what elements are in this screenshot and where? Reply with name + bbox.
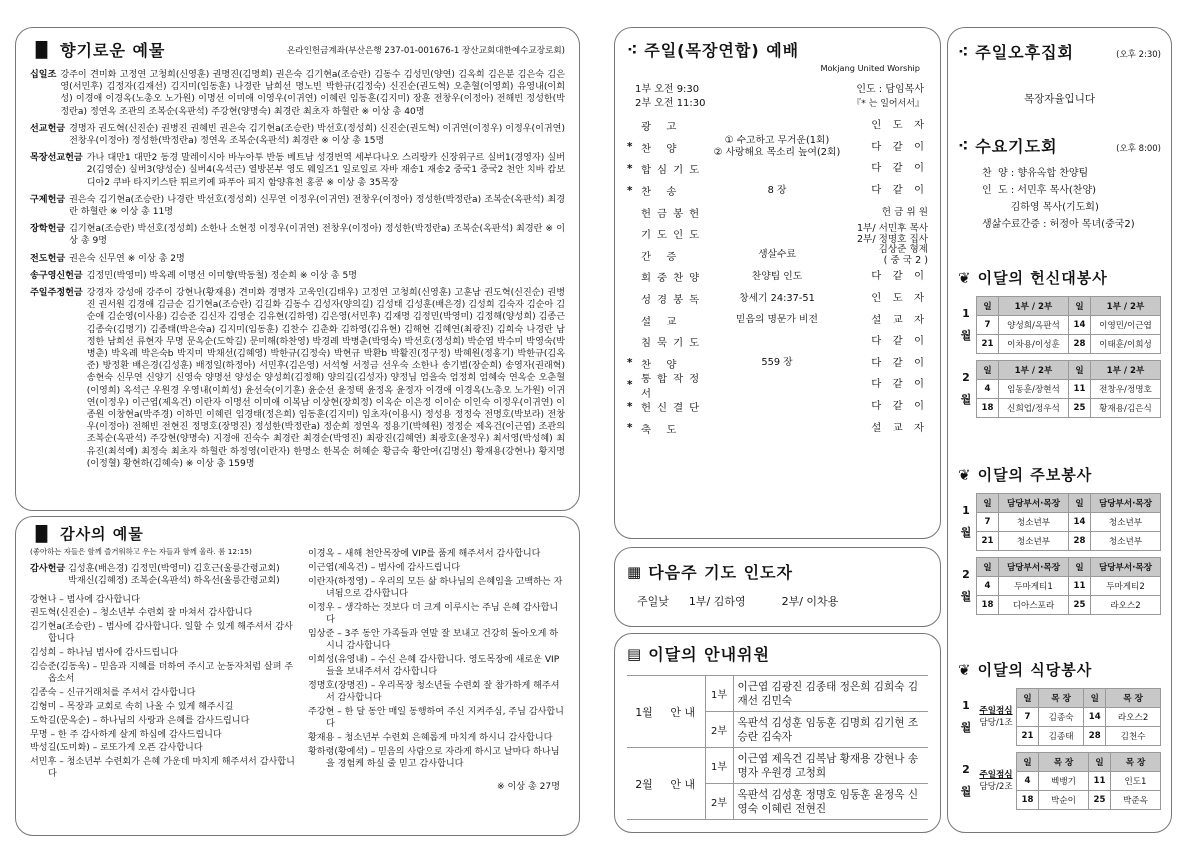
worship-leader: 인도 : 담임목사 xyxy=(856,84,924,95)
bulletin-header-cell: 일 xyxy=(1069,558,1091,577)
usher-names: 옥판석 김성훈 임동훈 김명희 김기현 조승란 김숙자 xyxy=(733,712,928,748)
devotion-header-cell: 1부 / 2부 xyxy=(999,361,1069,380)
bulletin-header-cell: 담당부서·목장 xyxy=(999,558,1069,577)
worship-order xyxy=(627,115,928,439)
dots-icon: ⁖ xyxy=(958,136,969,155)
offering-label: 선교헌금 xyxy=(30,123,66,134)
online-account: 온라인헌금계좌(부산은행 237-01-001676-1 장산교회대한예수교장로회) xyxy=(286,45,565,56)
bulletin-row xyxy=(977,532,1161,551)
worship-item xyxy=(627,417,928,439)
devotion-cell: 임동훈/장현석 xyxy=(999,380,1069,399)
devotion-cell: 신희업/정우석 xyxy=(999,399,1069,418)
dining-team-sub: 담당/1조 xyxy=(979,718,1013,728)
devotion-cell: 28 xyxy=(1069,335,1091,354)
worship-item-content: 생살수료 xyxy=(758,249,796,261)
dining-header-cell: 목 장 xyxy=(1111,753,1161,772)
devotion-header-cell: 일 xyxy=(977,297,999,316)
dining-header-cell: 일 xyxy=(1017,753,1039,772)
usher-part: 2부 xyxy=(705,712,733,748)
dots-icon: ⁖ xyxy=(958,42,969,61)
thanks-total: ※ 이상 총 27명 xyxy=(496,781,560,792)
thanks-panel xyxy=(15,516,580,836)
dining-cell: 14 xyxy=(1084,708,1106,727)
bulletin-header-cell: 일 xyxy=(1069,494,1091,513)
dining-header-cell: 일 xyxy=(1089,753,1111,772)
dining-header-row xyxy=(1017,689,1161,708)
devotion-cell: 이영민/이근엽 xyxy=(1091,316,1161,335)
worship-item-content: ① 수고하고 무거운(1회) ② 사랑해요 목소리 높여(2회) xyxy=(713,135,841,159)
worship-item-name: 합심기도 xyxy=(641,164,706,177)
worship-item xyxy=(627,266,928,288)
dining-team-sub: 담당/2조 xyxy=(979,782,1013,792)
devotion-header-row xyxy=(977,361,1161,380)
bulletin-row xyxy=(977,596,1161,615)
worship-panel xyxy=(614,27,941,539)
offerings-title: ▐▌ 향기로운 예물 xyxy=(30,40,166,60)
dining-cell: 김종숙 xyxy=(1039,708,1084,727)
thanks-title: ▐▌ 감사의 예물 xyxy=(30,524,144,543)
worship-time-2: 2부 오전 11:30 xyxy=(635,98,706,109)
bulletin-header-cell: 담당부서·목장 xyxy=(1091,558,1161,577)
devotion-cell: 이태훈/이희성 xyxy=(1091,335,1161,354)
worship-item-person: 김상준 형제 ( 중 국 2 ) xyxy=(878,244,928,267)
thanks-item: 김종숙 – 신규거래처를 주셔서 감사합니다 xyxy=(30,688,196,699)
dining-table xyxy=(1016,752,1161,810)
bulletin-table xyxy=(976,493,1161,551)
dining-cell: 라오스2 xyxy=(1106,708,1161,727)
wednesday-line: 찬 양 : 향유옥합 찬양팀 xyxy=(982,168,1089,179)
worship-item-name: 광 고 xyxy=(641,121,683,134)
bulletin-month-label: 2월 xyxy=(960,568,972,603)
worship-item-name: 설 교 xyxy=(641,315,683,328)
bulletin-month-label: 1월 xyxy=(960,504,972,539)
offering-row xyxy=(30,270,565,282)
checker-icon: ▦ xyxy=(627,562,642,581)
bulletin-row xyxy=(977,513,1161,532)
thanks-item: 김기현a(조승란) – 범사에 감사합니다. 일할 수 있게 해주셔서 감사합니다 xyxy=(30,622,293,645)
thanks-item: 김성희 – 하나님 범사에 감사드립니다 xyxy=(30,648,178,659)
worship-item xyxy=(627,331,928,353)
afternoon-title: ⁖ 주일오후집회 xyxy=(958,42,1075,62)
usher-names: 이근엽 제옥건 김복남 황재용 강현나 송명자 우원경 고청희 xyxy=(733,748,928,784)
thanks-item: 무명 – 한 주 감사하게 살게 하심에 감사드립니다 xyxy=(30,729,222,740)
thanks-item: 황재용 – 청소년부 수련회 은혜롭게 마치게 하시니 감사합니다 xyxy=(308,733,553,744)
offering-label: 전도헌금 xyxy=(30,253,66,264)
thanks-item: 이정우 – 생각하는 것보다 더 크게 이루시는 주님 은혜 감사합니다 xyxy=(308,602,559,625)
bulletin-cell: 디아스포라 xyxy=(999,596,1069,615)
stand-marker: * xyxy=(627,184,633,197)
offering-names: 강주이 견미화 고정연 고청희(신영훈) 권명진(김명희) 권은숙 김기현a(조승란) 김동수 김성민(양연) 김옥희 김은분 김은숙 김은영(서민후) 김정자(김재선) 김지미(임동훈) 나경란 남희선 명노빈 박한규(김정숙) 신진순(권도혁) 오춘혈(이영희) 유영내(이희성) 이경애 이경옥(노총오 노가원) 이명선 이미애 이영우(이귀연) 이혜린 임동훈(김지미) 장훈 전창우(이정아) 전해빈 정성한(박정란a) 정연옥 조관의 조복순(옥판석) 주강현(양명숙) 최경란 최초자 하혈란 ※ 이상 총 40명 xyxy=(60,70,565,117)
dining-month-label: 1월 xyxy=(960,699,972,734)
next-prayer-part2: 2부/ 이차용 xyxy=(781,595,839,608)
dining-header-cell: 목 장 xyxy=(1106,689,1161,708)
thanks-item: 황하령(황예석) – 믿음의 사람으로 자라게 하시고 날마다 하나님을 경험케 하실 줄 믿고 감사합니다 xyxy=(308,746,560,770)
book-icon: ▤ xyxy=(627,644,642,663)
worship-item-name: 기도인도 xyxy=(641,229,706,242)
offering-names: 김기현a(조승란) 박선호(정성희) 소한나 소현정 이정우(이귀연) 전창우(이정아) 정성한(박정란a) 조복순(옥판석) 최경란 ※ 이상 총 9명 xyxy=(69,224,565,247)
devotion-cell: 18 xyxy=(977,399,999,418)
usher-role: 안 내 xyxy=(661,748,705,820)
stand-marker: * xyxy=(627,400,633,413)
dining-cell: 박준옥 xyxy=(1111,791,1161,810)
thanks-header-line: 김성훈(배은경) 김정민(박영미) 김호근(울릉간령교회) xyxy=(68,564,280,574)
worship-item-person: 1부/ 서민후 목사 2부/ 정명호 집사 xyxy=(856,222,928,245)
thanks-item: 이희성(유영내) – 수신 은혜 감사합니다. 영도목장에 새로운 VIP들을 보내주셔서 감사합니다 xyxy=(308,654,560,678)
bulletin-month-block xyxy=(958,557,1161,615)
worship-time-1: 1부 오전 9:30 xyxy=(635,84,700,95)
thanks-item: 도학길(문옥순) – 하나님의 사랑과 은혜를 감사드립니다 xyxy=(30,715,250,726)
usher-part: 1부 xyxy=(705,676,733,712)
dots-icon: ⁖ xyxy=(627,40,638,59)
worship-item xyxy=(627,180,928,202)
offering-row xyxy=(30,152,565,189)
dining-row xyxy=(1017,791,1161,810)
devotion-header-cell: 1부 / 2부 xyxy=(999,297,1069,316)
usher-row xyxy=(627,748,928,784)
thanks-item: 정명호(장명진) – 우리목장 청소년들 수련회 잘 참가하게 해주셔서 감사합니다 xyxy=(308,680,560,704)
offering-row xyxy=(30,287,565,470)
thanks-left-list xyxy=(30,594,298,781)
worship-item-person: 인 도 자 xyxy=(871,292,928,305)
devotion-table xyxy=(976,360,1161,418)
wednesday-line: 인 도 : 서민후 목사(찬양) xyxy=(982,185,1097,196)
dining-row xyxy=(1017,772,1161,791)
bulletin-header-row xyxy=(977,558,1161,577)
thanks-item: 김형미 – 목장과 교회로 속히 나올 수 있게 해주시길 xyxy=(30,701,234,712)
offering-names: 강경자 강성애 강주이 강현나(황재용) 견미화 경명자 고욱인(김태우) 고정연 고청희(신영훈) 고훈남 권도혁(신진순) 권병진 권서원 김경애 김금순 김기현a(조승란) 김길화 김동수 김성자(양의길) 김성태 김성훈(배은경) 김성희 김숙자 김순아 김순애 김순영(이사용) 김승준 김신자 김영순 김유현(김하영) 김은영(서민후) 김재명 김정민(박영미) 김정해(양성희) 김종근 김종숙(김명기) 김종태(박은숙a) 김지미(임동훈) 김찬수 김춘화 김하영(김유현) 김해현 김혜연(최광진) 김희숙 나경란 남정한 남희선 류현자 무명 문옥순(도학길) 문미해(하찬영) 박경례 박병춘(박영숙) 박선호(정성희) 박순엽 박수미 박영숙(박병춘) 박옥례 박은숙b 박지미 박채선(김혜영) 박한규(김정숙) 박현규 박환b 박활진(정구정) 박혜원(정홍기) 박한규(김옥준) 방정환 배은경(김성훈) 배정일(하정아) 서민후(김은영) 서석형 서정금 선우숙 소한나 송기범(장순희) 송영자(권래혁) 송현숙 신무연 신양기 신영숙 양명선 양성순 양성희(김정해) 양의길(김성자) 양정님 엄을숙 엄정희 엄혜숙 연옥순 오춘혈(이영희) 옥석근 우원경 우영내(이희성) 윤선숙(이기훈) 윤순선 윤정택 윤정옥 윤정자 이경애 이경옥(노총오 노가원) 이귀연(이정우) 이근엽(제옥건) 이란자 이명선 이미애 이복남 이상현(장희정) 이옥순 이은정 이이순 이인숙 이정우(이귀연) 이종원 이창현a(박주경) 이하민 이혜린 임경태(정은희) 임동훈(김지미) 임초자(이용시) 정성용 정정숙 전명호(박보라) 전창우(이정아) 전해빈 전현진 정명호(장명진) 정성한(박정란a) 정순희 정연옥 정용기(박혜원) 정정순 제옥건(이근엽) 조관의 조복순(옥판석) 주강현(양명숙) 지경애 진숙수 최경란 최경순(박영진) 최광진(김혜연) 최광호(윤정우) 최서영(박성혜) 최유진(최석예) 최정숙 최초자 하혈란 하정영(이란자) 한명소 한복순 허혜순 황금숙 황안여(김명신) 황재용(강현나) 황지명(이정혈) 황현하(김혜숙) ※ 이상 총 159명 xyxy=(86,288,565,469)
worship-item-name: 성경봉독 xyxy=(641,294,706,307)
thanks-left-column xyxy=(30,546,298,792)
worship-item-person: 설 교 자 xyxy=(871,313,928,326)
thanks-item: 서민후 – 청소년부 수련회가 은혜 가운데 마치게 해주셔서 감사합니다 xyxy=(30,757,295,780)
devotion-month-block xyxy=(958,296,1161,354)
devotion-schedule xyxy=(958,296,1161,418)
offering-row xyxy=(30,123,565,147)
worship-item-content: 8 장 xyxy=(767,184,787,196)
offering-names: 가나 대만1 대만2 동경 말레이시아 바누아투 반동 베트남 성경번역 세부다나오 스리랑카 신장위구르 실버1(경영자) 실버2(김영순) 실버3(양성순) 실버4(옥석근) 열방본부 영도 웨일즈1 일로일로 자바 재송1 재송2 중국1 중국2 천안 치바 캄보디아2 쿠바 타지키스탄 튀르키예 파푸아 피지 함양휴천 홍콩 ※ 이상 총 35목장 xyxy=(86,153,565,188)
worship-item-name: 침묵기도 xyxy=(641,337,706,350)
worship-item xyxy=(627,288,928,310)
next-prayer-part1: 1부/ 김하영 xyxy=(688,595,746,608)
dining-cell: 11 xyxy=(1089,772,1111,791)
wednesday-details xyxy=(958,165,1161,233)
dining-header-row xyxy=(1017,753,1161,772)
dining-row xyxy=(1017,727,1161,746)
worship-item-content: 559 장 xyxy=(761,357,793,369)
dining-cell: 김천수 xyxy=(1106,727,1161,746)
devotion-cell: 11 xyxy=(1069,380,1091,399)
devotion-table xyxy=(976,296,1161,354)
worship-item-person: 설 교 자 xyxy=(871,421,928,434)
dining-cell: 벡뱅기 xyxy=(1039,772,1089,791)
devotion-header-cell: 일 xyxy=(1069,297,1091,316)
thanks-item: 이경옥 – 새해 천안목장에 VIP를 품게 해주셔서 감사합니다 xyxy=(308,549,541,559)
thanks-item: 이근엽(제옥건) – 범사에 감사드립니다 xyxy=(308,562,461,573)
worship-item-person: 헌 금 위 원 xyxy=(881,206,928,218)
devotion-header-cell: 1부 / 2부 xyxy=(1091,361,1161,380)
bulletin-cell: 14 xyxy=(1069,513,1091,532)
worship-item xyxy=(627,201,928,223)
heart-icon: ❦ xyxy=(958,465,971,484)
dining-cell: 21 xyxy=(1017,727,1039,746)
usher-month: 2월 xyxy=(627,748,661,820)
bulletin-header-cell: 일 xyxy=(977,558,999,577)
stand-marker: * xyxy=(627,141,633,154)
worship-item-name: 축 도 xyxy=(641,423,683,436)
bulletin-cell: 라오스2 xyxy=(1091,596,1161,615)
worship-item-person: 다 같 이 xyxy=(871,184,928,197)
dining-team xyxy=(976,769,1016,793)
worship-item-name: 회중찬양 xyxy=(641,272,706,285)
worship-item-name: 찬 송 xyxy=(641,186,683,199)
next-prayer-label: 주일낮 xyxy=(637,595,669,608)
ushers-panel xyxy=(614,633,941,833)
ushers-title: ▤ 이달의 안내위원 xyxy=(627,644,770,664)
offering-label: 목장선교헌금 xyxy=(30,153,83,164)
offering-label: 구제헌금 xyxy=(30,194,66,205)
dining-cell: 18 xyxy=(1017,791,1039,810)
offering-label: 송구영신헌금 xyxy=(30,270,83,281)
worship-title: ⁖ 주일(목장연합) 예배 xyxy=(627,40,800,60)
thanks-item: 주강현 – 한 달 동안 매일 동행하여 주신 지켜주심, 주님 감사합니다 xyxy=(308,707,564,730)
bulletin-header-cell: 담당부서·목장 xyxy=(1091,494,1161,513)
dining-row xyxy=(1017,708,1161,727)
offering-names: 권은숙 김기현a(조승란) 나경란 박선호(정성희) 신무연 이정우(이귀연) 전창우(이정아) 정성한(박정란a) 조복순(옥판석) 최경란 하혈란 ※ 이상 총 11명 xyxy=(69,194,565,218)
worship-item-name: 통합작정서 xyxy=(641,372,706,400)
dining-cell: 4 xyxy=(1017,772,1039,791)
worship-item-person: 다 같 이 xyxy=(871,356,928,369)
bulletin-cell: 청소년부 xyxy=(1091,532,1161,551)
dining-cell: 인도1 xyxy=(1111,772,1161,791)
dining-header-cell: 일 xyxy=(1017,689,1039,708)
worship-item xyxy=(627,245,928,267)
worship-item-content: 찬양팀 인도 xyxy=(751,270,803,282)
devotion-header-row xyxy=(977,297,1161,316)
stand-marker: * xyxy=(627,162,633,175)
devotion-cell: 양성희/옥판석 xyxy=(999,316,1069,335)
dining-month-label: 2월 xyxy=(960,763,972,798)
offering-row xyxy=(30,253,565,265)
stand-marker: * xyxy=(627,357,633,370)
worship-item xyxy=(627,223,928,245)
worship-item-person: 다 같 이 xyxy=(871,335,928,348)
devotion-row xyxy=(977,335,1161,354)
bulletin-cell: 4 xyxy=(977,577,999,596)
worship-item-name: 찬 양 xyxy=(641,358,683,371)
devotion-month-label: 1월 xyxy=(960,307,972,342)
worship-item-person: 다 같 이 xyxy=(871,378,928,391)
dining-cell: 7 xyxy=(1017,708,1039,727)
afternoon-time: (오후 2:30) xyxy=(1116,49,1161,60)
thanks-item: 권도혁(신진순) – 청소년부 수련회 잘 마쳐서 감사합니다 xyxy=(30,608,253,619)
worship-subtitle: Mokjang United Worship xyxy=(820,63,920,73)
bulletin-header-cell: 일 xyxy=(977,494,999,513)
thanks-header-label: 감사헌금 xyxy=(30,564,66,574)
thanks-right-column xyxy=(308,546,564,792)
dining-team-label: 주일점심 xyxy=(979,770,1013,780)
bars-icon: ▐▌ xyxy=(30,40,54,59)
bars-icon: ▐▌ xyxy=(30,524,54,543)
worship-item-content: 믿음의 명문가 비전 xyxy=(736,314,818,326)
dining-cell: 28 xyxy=(1084,727,1106,746)
bulletin-cell: 청소년부 xyxy=(999,513,1069,532)
usher-month: 1월 xyxy=(627,676,661,748)
devotion-cell: 14 xyxy=(1069,316,1091,335)
bulletin-schedule xyxy=(958,493,1161,615)
stand-marker: * xyxy=(627,422,633,435)
worship-item-person: 다 같 이 xyxy=(871,270,928,283)
bulletin-header-row xyxy=(977,494,1161,513)
stand-marker: * xyxy=(627,378,633,391)
dining-cell: 박순이 xyxy=(1039,791,1089,810)
worship-item xyxy=(627,137,928,159)
dining-table xyxy=(1016,688,1161,746)
dining-cell: 25 xyxy=(1089,791,1111,810)
thanks-header xyxy=(30,563,298,588)
devotion-cell: 21 xyxy=(977,335,999,354)
ushers-table xyxy=(627,675,928,820)
devotion-title: ❦ 이달의 헌신대봉사 xyxy=(958,268,1108,287)
offering-row xyxy=(30,194,565,218)
worship-item-person: 다 같 이 xyxy=(871,140,928,153)
usher-names: 이근엽 김광진 김종태 정은희 김희숙 김재선 김민숙 xyxy=(733,676,928,712)
thanks-header-line: 박재신(김혜정) 조복순(옥판석) 하옥선(울릉간령교회) xyxy=(68,576,280,587)
devotion-row xyxy=(977,380,1161,399)
devotion-cell: 황재용/김은식 xyxy=(1091,399,1161,418)
next-prayer-title: ▦ 다음주 기도 인도자 xyxy=(627,562,793,582)
thanks-item: 이란자(하정영) – 우리의 모든 삶 하나님의 은혜임을 고백하는 자녀됨으로 감사합니다 xyxy=(308,576,563,599)
bulletin-cell: 21 xyxy=(977,532,999,551)
worship-item xyxy=(627,115,928,137)
devotion-cell: 4 xyxy=(977,380,999,399)
wednesday-line: 김하영 목사(기도회) xyxy=(982,202,1099,213)
bulletin-cell: 18 xyxy=(977,596,999,615)
worship-item xyxy=(627,396,928,418)
devotion-row xyxy=(977,399,1161,418)
devotion-header-cell: 일 xyxy=(1069,361,1091,380)
bulletin-cell: 두마게티2 xyxy=(1091,577,1161,596)
worship-item-name: 헌신결단 xyxy=(641,402,706,415)
devotion-cell: 이차용/이성훈 xyxy=(999,335,1069,354)
worship-item-name: 간 증 xyxy=(641,250,683,263)
dining-team xyxy=(976,705,1016,729)
bulletin-cell: 청소년부 xyxy=(999,532,1069,551)
heart-icon: ❦ xyxy=(958,660,971,679)
worship-item-person: 다 같 이 xyxy=(871,400,928,413)
offerings-panel xyxy=(15,27,580,511)
worship-item-person: 다 같 이 xyxy=(871,162,928,175)
worship-stand-note: 『* 는 일어서서』 xyxy=(852,99,924,109)
wednesday-time: (오후 8:00) xyxy=(1116,143,1161,154)
thanks-verse: (좋아하는 자들은 함께 즐거워하고 우는 자들과 함께 울라. 롬 12:15) xyxy=(30,547,252,556)
offering-names: 권은숙 신무연 ※ 이상 총 2명 xyxy=(69,253,185,264)
usher-role: 안 내 xyxy=(661,676,705,748)
offering-list xyxy=(30,69,565,470)
thanks-right-list xyxy=(308,548,564,771)
wednesday-line: 생삶수료간증 : 허정아 목녀(중국2) xyxy=(982,219,1135,230)
worship-item-name: 찬 양 xyxy=(641,142,683,155)
devotion-header-cell: 1부 / 2부 xyxy=(1091,297,1161,316)
thanks-item: 임상준 – 3주 동안 가족들과 연말 잘 보내고 건강히 돌아오게 하시니 감사합니다 xyxy=(308,628,559,652)
offering-names: 경명자 권도혁(신진순) 권병진 권혜빈 권은숙 김기현a(조승란) 박선호(정성희) 신진순(권도혁) 이귀연(이정우) 이정우(이귀연) 전창우(이정아) 정성한(박정란a) 정연옥 조복순(옥판석) 최경란 ※ 이상 총 15명 xyxy=(69,123,565,147)
wednesday-title: ⁖ 수요기도회 xyxy=(958,136,1058,156)
dining-header-cell: 목 장 xyxy=(1039,689,1084,708)
offering-row xyxy=(30,69,565,118)
heart-icon: ❦ xyxy=(958,268,971,287)
worship-item xyxy=(627,372,928,400)
next-prayer-panel xyxy=(614,547,941,627)
bulletin-month-block xyxy=(958,493,1161,551)
bulletin-cell: 두마게티1 xyxy=(999,577,1069,596)
dining-month-block xyxy=(958,752,1161,810)
devotion-header-cell: 일 xyxy=(977,361,999,380)
devotion-cell: 전창우/정명호 xyxy=(1091,380,1161,399)
bulletin-cell: 25 xyxy=(1069,596,1091,615)
worship-item-name: 헌금봉헌 xyxy=(641,207,706,220)
dining-cell: 김종태 xyxy=(1039,727,1084,746)
usher-names: 옥판석 김성훈 정명호 임동훈 윤정옥 신영숙 이혜린 전현진 xyxy=(733,784,928,820)
offering-names: 김정민(박영미) 박옥례 이명선 이미향(박동철) 정순희 ※ 이상 총 5명 xyxy=(86,270,358,281)
bulletin-cell: 11 xyxy=(1069,577,1091,596)
dining-header-cell: 목 장 xyxy=(1039,753,1089,772)
bulletin-cell: 28 xyxy=(1069,532,1091,551)
thanks-item: 강현나 – 범사에 감사합니다 xyxy=(30,594,140,605)
worship-item xyxy=(627,158,928,180)
bulletin-header-cell: 담당부서·목장 xyxy=(999,494,1069,513)
offering-label: 주일주정헌금 xyxy=(30,288,83,299)
devotion-row xyxy=(977,316,1161,335)
bulletin-title: ❦ 이달의 주보봉사 xyxy=(958,465,1093,484)
worship-item-content: 창세기 24:37-51 xyxy=(739,292,815,304)
bulletin-table xyxy=(976,557,1161,615)
dining-schedule xyxy=(958,688,1161,810)
devotion-month-label: 2월 xyxy=(960,371,972,406)
usher-part: 1부 xyxy=(705,748,733,784)
bulletin-row xyxy=(977,577,1161,596)
bulletin-cell: 7 xyxy=(977,513,999,532)
dining-team-label: 주일점심 xyxy=(979,706,1013,716)
offering-label: 십일조 xyxy=(30,70,57,80)
thanks-item: 김승준(김동욱) – 믿음과 지혜를 더하여 주시고 눈동자처럼 살펴 주옵소서 xyxy=(30,662,294,685)
devotion-cell: 7 xyxy=(977,316,999,335)
offering-label: 장학헌금 xyxy=(30,224,66,235)
bulletin-cell: 청소년부 xyxy=(1091,513,1161,532)
thanks-item: 박성길(도미화) – 로또가게 오픈 감사합니다 xyxy=(30,743,203,754)
usher-part: 2부 xyxy=(705,784,733,820)
offering-row xyxy=(30,223,565,247)
dining-title: ❦ 이달의 식당봉사 xyxy=(958,660,1093,679)
devotion-month-block xyxy=(958,360,1161,418)
worship-item xyxy=(627,309,928,331)
worship-item-person: 인 도 자 xyxy=(871,119,928,132)
afternoon-text: 목장자율입니다 xyxy=(1023,93,1095,105)
usher-row xyxy=(627,676,928,712)
dining-header-cell: 일 xyxy=(1084,689,1106,708)
dining-month-block xyxy=(958,688,1161,746)
right-panel xyxy=(947,27,1172,833)
devotion-cell: 25 xyxy=(1069,399,1091,418)
